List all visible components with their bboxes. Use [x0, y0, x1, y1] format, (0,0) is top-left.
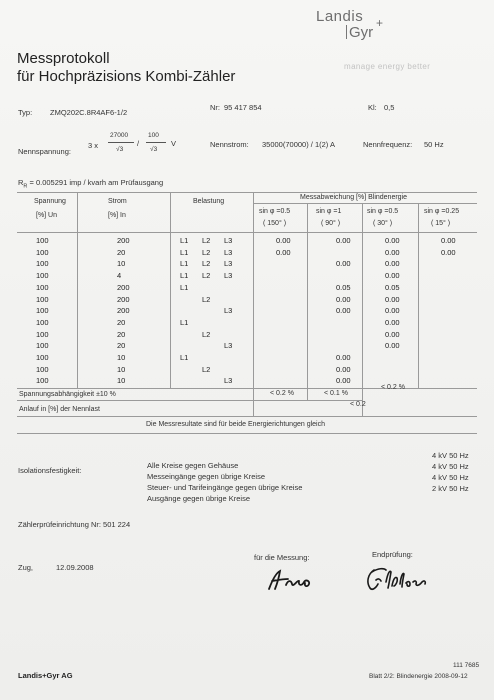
- cell-spannung: 100: [36, 282, 49, 292]
- sign2-label: Endprüfung:: [372, 550, 413, 559]
- nennspannung-prefix: 3 x: [88, 141, 99, 150]
- cell-l2: L2: [202, 236, 211, 245]
- signature-1-icon: [266, 567, 326, 593]
- cell-strom: 10: [117, 376, 126, 386]
- isolation-label: Isolationsfestigkeit:: [18, 466, 82, 475]
- cell-l1: L1: [180, 247, 189, 257]
- anlauf-bottom-line: [17, 416, 477, 417]
- cell-col-2: 0.00: [336, 236, 351, 245]
- cell-spannung: 100: [36, 306, 49, 316]
- cell-spannung: 100: [36, 259, 49, 269]
- pruefeinrichtung: Zählerprüfeinrichtung Nr: 501 224: [18, 520, 131, 529]
- spannungsabh-val-2: < 0.1 %: [324, 390, 348, 397]
- col-divider-1: [77, 192, 78, 388]
- cell-strom: 10: [117, 259, 126, 269]
- cell-l3: L3: [224, 341, 233, 351]
- cell-spannung: 100: [36, 317, 49, 327]
- cell-l1: L1: [180, 236, 189, 245]
- header-messabweichung: Messabweichung [%] Blindenergie: [300, 194, 408, 201]
- cell-strom: 20: [117, 341, 126, 351]
- fraction-bar-1: [108, 142, 134, 143]
- table-bottom-line: [17, 433, 477, 434]
- footer-page: Blatt 2/2: Blindenergie 2008-09-12: [369, 673, 468, 680]
- spannungsabh-bottom-line: [17, 400, 362, 401]
- nennstrom-value: 35000(70000) / 1(2) A: [262, 140, 335, 149]
- isolation-item-1: Alle Kreise gegen Gehäuse: [147, 461, 239, 470]
- cell-l1: L1: [180, 353, 189, 362]
- nennspannung-slash: /: [137, 139, 140, 148]
- header-strom-unit: [%] In: [108, 212, 126, 219]
- header-col-3-sub: ( 30° ): [373, 220, 393, 227]
- cell-col-3: 0.00: [385, 247, 400, 257]
- rr-sub: R: [23, 183, 28, 190]
- cell-strom: 20: [117, 329, 126, 339]
- cell-l1: L1: [180, 282, 189, 292]
- nennfrequenz-label: Nennfrequenz:: [363, 140, 413, 149]
- header-sub-line: [253, 203, 477, 204]
- logo-plus: +: [376, 16, 384, 30]
- nennfrequenz-value: 50 Hz: [424, 140, 444, 149]
- header-col-3: sin φ =0.5: [367, 208, 399, 215]
- cell-spannung: 100: [36, 364, 49, 374]
- cell-l3: L3: [224, 259, 233, 269]
- cell-strom: 4: [117, 271, 122, 281]
- rows-bottom-line: [17, 388, 477, 389]
- place-label: Zug,: [18, 563, 34, 572]
- nennspannung-num1: 27000: [110, 132, 129, 139]
- header-spannung-unit: [%] Un: [36, 212, 58, 219]
- spannungsabh-val-3: < 0.2 %: [381, 384, 405, 391]
- cell-col-2: 0.05: [336, 282, 351, 292]
- cell-col-3: 0.00: [385, 317, 400, 327]
- nennspannung-den2: √3: [150, 146, 158, 153]
- nennspannung-den1: √3: [116, 146, 124, 153]
- header-strom: Strom: [108, 198, 127, 205]
- col-divider-3: [253, 192, 254, 416]
- cell-col-3: 0.05: [385, 282, 400, 292]
- cell-l2: L2: [202, 329, 211, 339]
- header-col-4: sin φ =0.25: [424, 208, 460, 215]
- isolation-value-2: 4 kV 50 Hz: [432, 462, 469, 471]
- cell-strom: 20: [117, 317, 126, 327]
- cell-l2: L2: [202, 259, 211, 269]
- cell-col-2: 0.00: [336, 259, 351, 269]
- header-col-1: sin φ =0.5: [259, 208, 291, 215]
- cell-l2: L2: [202, 247, 211, 257]
- cell-spannung: 100: [36, 247, 49, 257]
- footer-company: Landis+Gyr AG: [18, 671, 73, 680]
- cell-col-3: 0.00: [385, 236, 400, 245]
- cell-col-2: 0.00: [336, 306, 351, 316]
- logo-tagline: manage energy better: [344, 62, 431, 71]
- isolation-value-3: 4 kV 50 Hz: [432, 473, 469, 482]
- cell-col-3: 0.00: [385, 341, 400, 351]
- isolation-value-1: 4 kV 50 Hz: [432, 451, 469, 460]
- cell-spannung: 100: [36, 353, 49, 362]
- spannungsabh-val-1: < 0.2 %: [270, 390, 294, 397]
- cell-strom: 10: [117, 353, 126, 362]
- cell-col-2: 0.00: [336, 294, 351, 304]
- col-divider-5: [362, 203, 363, 416]
- cell-col-3: 0.00: [385, 306, 400, 316]
- logo-bar-icon: [346, 25, 347, 39]
- cell-l2: L2: [202, 294, 211, 304]
- signature-2-icon: [362, 566, 434, 594]
- cell-strom: 200: [117, 236, 130, 245]
- cell-l1: L1: [180, 317, 189, 327]
- cell-spannung: 100: [36, 236, 49, 245]
- col-divider-4: [307, 203, 308, 400]
- rr-symbol: R: [18, 178, 24, 187]
- kl-label: Kl:: [368, 103, 377, 112]
- logo-gyr-text: Gyr: [349, 24, 374, 41]
- cell-strom: 200: [117, 294, 130, 304]
- title-line-2: für Hochpräzisions Kombi-Zähler: [17, 68, 236, 85]
- document-title: [17, 50, 235, 86]
- nennstrom-label: Nennstrom:: [210, 140, 249, 149]
- footer-code: 111 7685: [453, 662, 480, 669]
- header-belastung: Belastung: [193, 198, 225, 205]
- cell-col-4: 0.00: [441, 236, 456, 245]
- cell-col-1: 0.00: [276, 247, 291, 257]
- logo-landis: Landis: [316, 8, 364, 25]
- cell-l3: L3: [224, 247, 233, 257]
- header-col-4-sub: ( 15° ): [431, 220, 451, 227]
- isolation-item-2: Messeingänge gegen übrige Kreise: [147, 472, 265, 481]
- title-line-1: Messprotokoll: [17, 50, 110, 67]
- cell-l1: L1: [180, 271, 189, 281]
- sign1-label: für die Messung:: [254, 553, 310, 562]
- col-divider-2: [170, 192, 171, 388]
- cell-col-1: 0.00: [276, 236, 291, 245]
- cell-l3: L3: [224, 271, 233, 281]
- col-divider-6: [418, 203, 419, 388]
- cell-spannung: 100: [36, 376, 49, 386]
- cell-l1: L1: [180, 259, 189, 269]
- header-spannung: Spannung: [34, 198, 66, 205]
- cell-strom: 20: [117, 247, 126, 257]
- rr-line: [18, 178, 163, 190]
- cell-col-2: 0.00: [336, 376, 351, 386]
- typ-value: ZMQ202C.8R4AF6-1/2: [50, 108, 128, 117]
- cell-col-3: 0.00: [385, 259, 400, 269]
- cell-spannung: 100: [36, 271, 49, 281]
- rr-text: = 0.005291 imp / kvarh am Prüfausgang: [29, 178, 164, 187]
- header-col-2: sin φ =1: [316, 208, 342, 215]
- cell-l3: L3: [224, 376, 233, 386]
- nr-value: 95 417 854: [224, 103, 262, 112]
- isolation-item-3: Steuer- und Tarifeingänge gegen übrige Kreise: [147, 483, 303, 492]
- cell-l3: L3: [224, 236, 233, 245]
- date: 12.09.2008: [56, 563, 94, 572]
- cell-col-4: 0.00: [441, 247, 456, 257]
- cell-strom: 10: [117, 364, 126, 374]
- cell-strom: 200: [117, 306, 130, 316]
- cell-col-2: 0.00: [336, 364, 351, 374]
- isolation-value-4: 2 kV 50 Hz: [432, 484, 469, 493]
- nennspannung-num2: 100: [148, 132, 159, 139]
- table-note: Die Messresultate sind für beide Energierichtungen gleich: [146, 421, 325, 428]
- cell-spannung: 100: [36, 294, 49, 304]
- cell-l2: L2: [202, 364, 211, 374]
- header-bottom-line: [17, 232, 477, 233]
- cell-l2: L2: [202, 271, 211, 281]
- nr-label: Nr:: [210, 103, 220, 112]
- header-col-2-sub: ( 90° ): [321, 220, 341, 227]
- anlauf-value: < 0.2: [350, 401, 366, 408]
- kl-value: 0,5: [384, 103, 395, 112]
- cell-col-3: 0.00: [385, 294, 400, 304]
- isolation-item-4: Ausgänge gegen übrige Kreise: [147, 494, 250, 503]
- nennspannung-label: Nennspannung:: [18, 147, 71, 156]
- cell-l3: L3: [224, 306, 233, 316]
- cell-col-2: 0.00: [336, 353, 351, 362]
- header-col-1-sub: ( 150° ): [263, 220, 287, 227]
- logo-gyr: [346, 24, 373, 41]
- cell-strom: 200: [117, 282, 130, 292]
- fraction-bar-2: [146, 142, 166, 143]
- cell-spannung: 100: [36, 329, 49, 339]
- spannungsabh-label: Spannungsabhängigkeit ±10 %: [19, 391, 116, 398]
- anlauf-label: Anlauf in [%] der Nennlast: [19, 406, 100, 413]
- cell-spannung: 100: [36, 341, 49, 351]
- cell-col-3: 0.00: [385, 329, 400, 339]
- table-top-line: [17, 192, 477, 193]
- cell-col-3: 0.00: [385, 271, 400, 281]
- nennspannung-unit: V: [171, 139, 177, 148]
- typ-label: Typ:: [18, 108, 33, 117]
